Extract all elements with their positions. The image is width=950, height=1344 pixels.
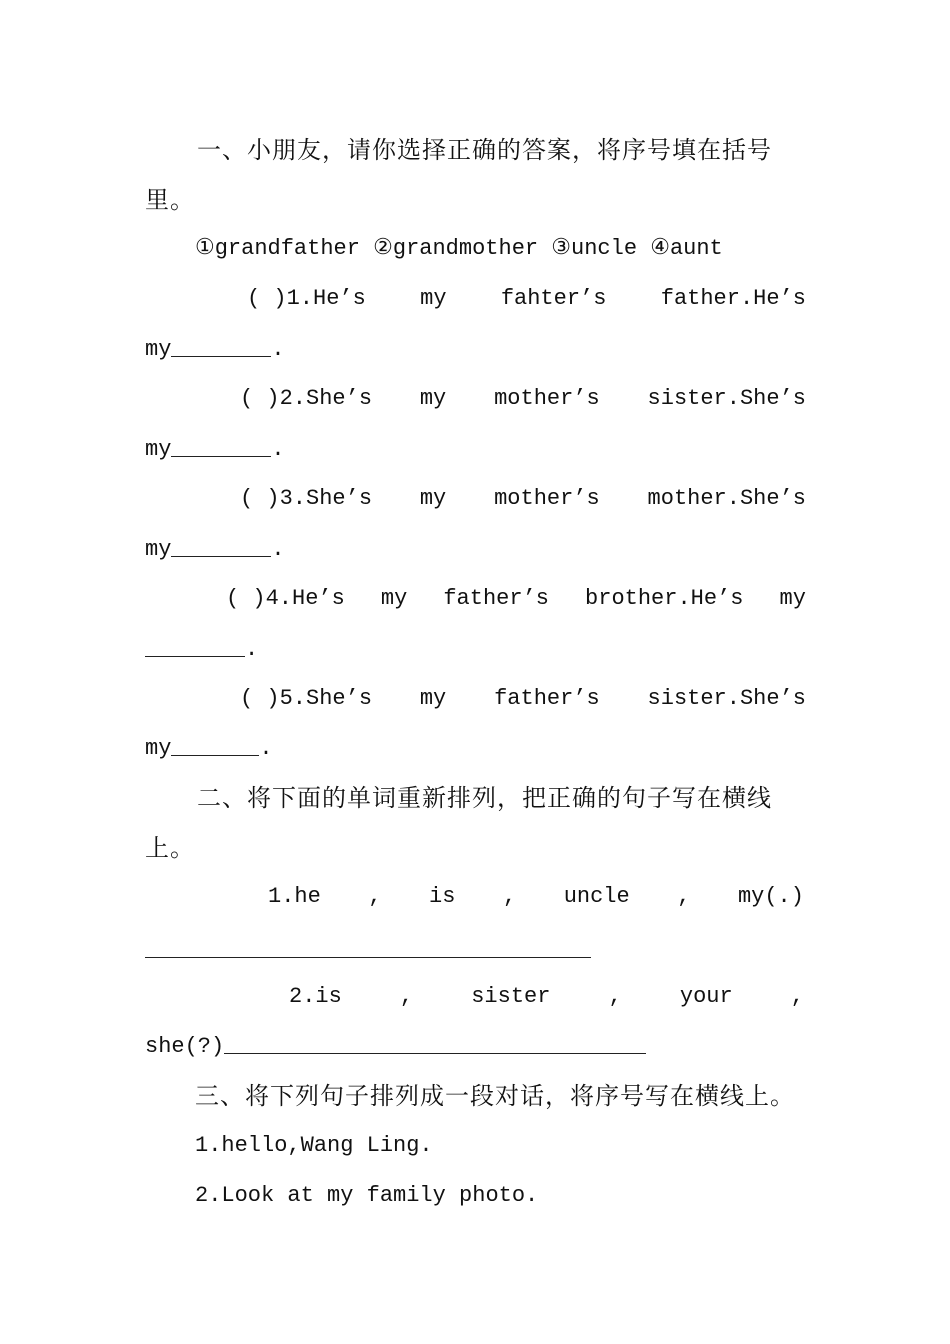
answer-options: ①grandfather ②grandmother ③uncle ④aunt — [195, 236, 723, 261]
q5-word: sister.She’s — [647, 686, 806, 711]
question-5-line2: my . — [145, 729, 806, 769]
answer-blank[interactable] — [171, 332, 271, 357]
question-2-line1 — [240, 379, 806, 419]
section1-heading-line1: 一、小朋友，请你选择正确的答案，将序号填在括号 — [197, 136, 772, 164]
reorder-comma: , — [502, 884, 517, 909]
q3-lead: ( )3.She’s — [240, 486, 373, 511]
section2-heading-line2: 上。 — [145, 834, 195, 862]
reorder-item-2 — [289, 977, 804, 1017]
q1-word: father.He’s — [660, 286, 806, 311]
question-1-line2: my . — [145, 330, 806, 370]
section3-heading: 三、将下列句子排列成一段对话，将序号写在横线上。 — [195, 1082, 795, 1110]
question-2-line2: my . — [145, 430, 806, 470]
q2-word: my — [419, 386, 447, 411]
reorder-comma: , — [790, 984, 804, 1009]
reorder-word: uncle — [563, 884, 630, 909]
dialogue-line-2: 2.Look at my family photo. — [195, 1183, 539, 1208]
answer-blank[interactable] — [171, 532, 271, 557]
q2-word: mother’s — [494, 386, 600, 411]
section2-heading-line1: 二、将下面的单词重新排列，把正确的句子写在横线 — [197, 784, 772, 812]
q1-word: my — [420, 286, 447, 311]
question-4-line1 — [226, 579, 806, 619]
q4-word: my — [779, 586, 806, 611]
question-4-line2: . — [145, 630, 806, 670]
question-3-line1 — [240, 479, 806, 519]
q1-word: fahter’s — [500, 286, 607, 311]
question-5-line1 — [240, 679, 806, 719]
reorder-comma: , — [399, 984, 414, 1009]
q4-lead: ( )4.He’s — [226, 586, 345, 611]
q1-tail: my — [145, 337, 172, 362]
reorder-word: 2.is — [289, 984, 342, 1009]
answer-blank[interactable] — [171, 432, 271, 457]
reorder-item-2-line2 — [145, 1027, 806, 1067]
reorder-item-1 — [268, 877, 804, 917]
q2-word: sister.She’s — [647, 386, 806, 411]
reorder-word: 1.he — [268, 884, 321, 909]
q3-word: mother’s — [494, 486, 600, 511]
q2-tail: my — [145, 437, 172, 462]
question-1-line1 — [247, 279, 806, 319]
section1-heading-line2: 里。 — [145, 186, 195, 214]
q4-word: father’s — [443, 586, 549, 611]
q2-lead: ( )2.She’s — [240, 386, 373, 411]
q3-word: mother.She’s — [647, 486, 806, 511]
q5-word: father’s — [494, 686, 600, 711]
q5-word: my — [419, 686, 447, 711]
reorder-word: my(.) — [737, 884, 804, 909]
q3-word: my — [419, 486, 447, 511]
q4-word: my — [380, 586, 408, 611]
reorder-word: is — [429, 884, 456, 909]
q1-lead: ( )1.He’s — [247, 286, 366, 311]
reorder-comma: , — [368, 884, 382, 909]
answer-blank[interactable] — [145, 632, 245, 657]
reorder-comma: , — [677, 884, 691, 909]
q5-tail: my — [145, 736, 172, 761]
answer-blank[interactable] — [171, 731, 259, 756]
q4-word: brother.He’s — [585, 586, 744, 611]
question-3-line2: my . — [145, 530, 806, 570]
reorder-comma: , — [608, 984, 622, 1009]
reorder-word: sister — [471, 984, 551, 1009]
q5-lead: ( )5.She’s — [240, 686, 373, 711]
answer-line-2[interactable] — [224, 1029, 646, 1054]
q3-tail: my — [145, 537, 172, 562]
dialogue-line-1: 1.hello,Wang Ling. — [195, 1133, 433, 1158]
answer-line-1[interactable] — [145, 957, 591, 958]
reorder-word: your — [679, 984, 733, 1009]
reorder-word: she(?) — [145, 1034, 225, 1059]
